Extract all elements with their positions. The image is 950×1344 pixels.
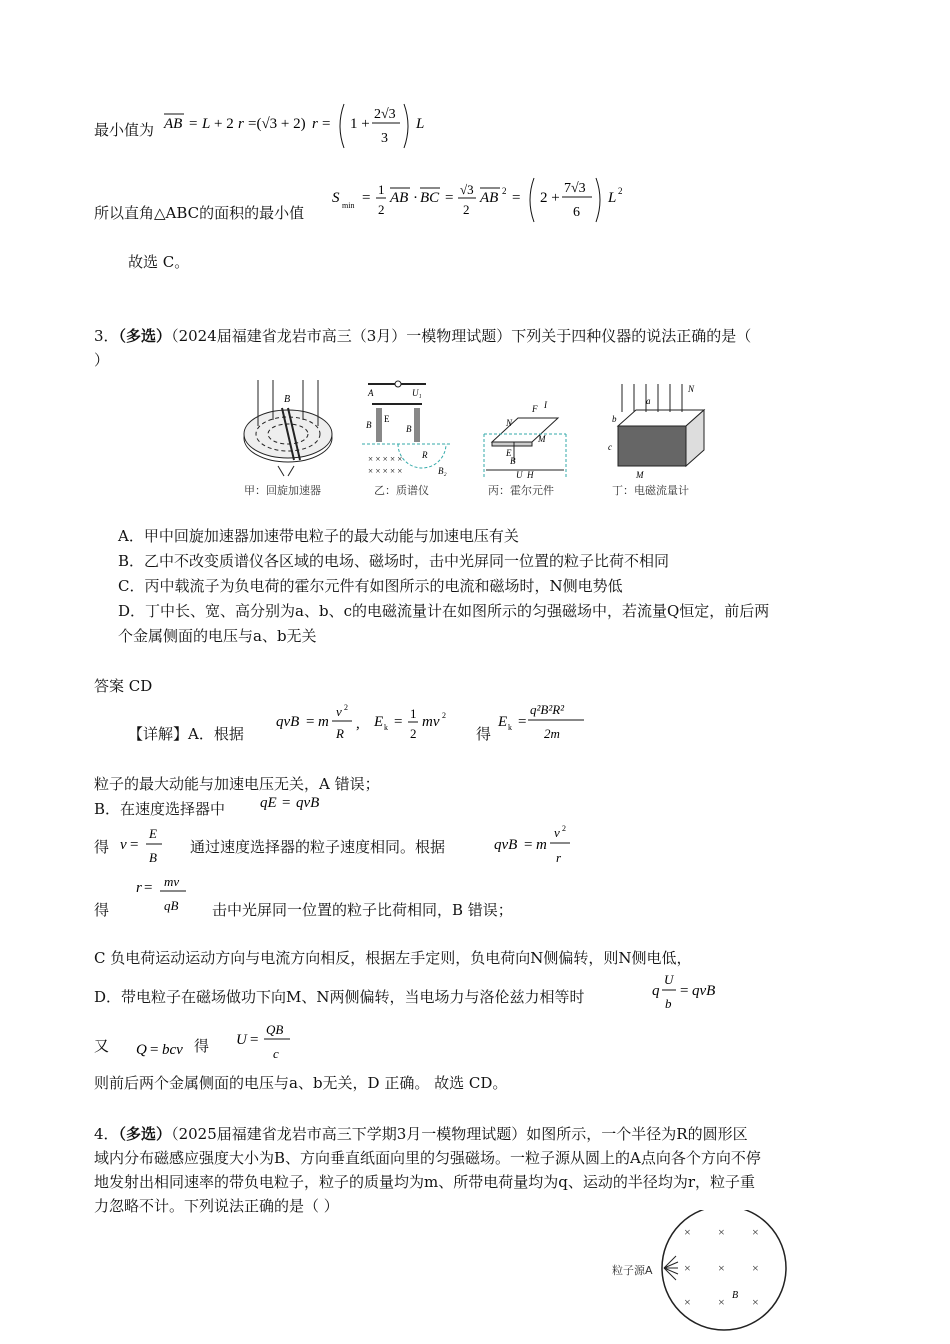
choose-c-line: 故选 C。 [128, 253, 190, 271]
svg-text:N: N [506, 418, 513, 428]
q4-number: 4． [94, 1125, 119, 1143]
flowmeter-figure [606, 382, 712, 482]
detail-a-formulas [272, 698, 592, 754]
q3-option-a: A．甲中回旋加速器加速带电粒子的最大动能与加速电压有关 [118, 527, 519, 545]
svg-text:7√3: 7√3 [564, 181, 586, 196]
svg-text:B: B [406, 424, 412, 434]
svg-text:=: = [394, 714, 403, 730]
svg-text:M: M [538, 434, 546, 444]
hall-element-svg [478, 382, 570, 478]
q4-stem-1: （2025届福建省龙岩市高三下学期3月一模物理试题）如图所示，一个半径为R的圆形区 [171, 1125, 748, 1143]
cyclotron-caption: 甲：回旋加速器 [244, 484, 321, 497]
svg-text:,: , [356, 716, 360, 732]
detail-line-3a: 得 [94, 838, 110, 856]
svg-text:2: 2 [562, 824, 566, 833]
svg-text:U: U [664, 972, 674, 987]
hall-element-figure [478, 382, 570, 482]
svg-text:2: 2 [378, 202, 385, 217]
q3-number: 3． [94, 327, 119, 345]
svg-text:E: E [384, 414, 390, 424]
detail-line-8: 则前后两个金属侧面的电压与a、b无关，D 正确。 故选 CD。 [94, 1074, 508, 1092]
svg-text:B: B [149, 850, 157, 865]
q3-source: （2024届福建省龙岩市高三（3月）一模物理试题）下列关于四种仪器的说法正确的是（ [171, 327, 752, 345]
svg-text:r: r [556, 850, 562, 865]
flowmeter-caption: 丁：电磁流量计 [612, 484, 689, 497]
svg-text:E: E [149, 826, 157, 841]
svg-text:qvB: qvB [296, 795, 320, 811]
svg-text:1 +: 1 + [350, 116, 370, 132]
area-min-formula [330, 172, 630, 234]
v-eq-e-over-b [120, 822, 170, 872]
detail-line-3b: 通过速度选择器的粒子速度相同。根据 [190, 838, 446, 856]
svg-text:AB: AB [390, 190, 409, 206]
svg-text:L: L [608, 190, 617, 206]
svg-text:2: 2 [410, 726, 417, 741]
svg-text:=: = [150, 1042, 159, 1058]
svg-text:=: = [130, 837, 139, 853]
svg-text:1: 1 [410, 706, 417, 721]
particle-source-label: 粒子源A [612, 1264, 653, 1277]
q-eq-bcv [136, 1038, 196, 1064]
q4-line-2: 域内分布磁感应强度大小为B、方向垂直纸面向里的匀强磁场。一粒子源从圆上的A点向各个方向不停 [94, 1149, 761, 1167]
svg-text:q²B²R²: q²B²R² [530, 702, 565, 717]
q4-line-1 [94, 1124, 748, 1144]
svg-text:b: b [612, 414, 617, 424]
svg-text:Q: Q [136, 1042, 147, 1058]
svg-text:M: M [636, 470, 644, 478]
svg-text:× × × × ×: × × × × × [368, 466, 403, 476]
svg-text:×: × [752, 1261, 759, 1275]
svg-text:=: = [306, 714, 315, 730]
svg-text:=: = [680, 983, 689, 999]
svg-text:min: min [342, 201, 355, 210]
svg-text:L: L [416, 116, 425, 132]
detail-line-4a: 得 [94, 901, 110, 919]
svg-text:B: B [510, 456, 516, 466]
svg-text:m: m [318, 714, 329, 730]
q3-tag: （多选） [118, 327, 172, 345]
svg-text:c: c [273, 1046, 279, 1061]
svg-text:U₁: U₁ [412, 388, 422, 398]
svg-text:S: S [332, 190, 340, 206]
area-min-label: 所以直角△ABC的面积的最小值 [94, 204, 305, 222]
svg-text:× × × × ×: × × × × × [368, 454, 403, 464]
detail-line-4b: 击中光屏同一位置的粒子比荷相同，B 错误； [212, 901, 513, 919]
svg-text:×: × [752, 1225, 759, 1239]
svg-text:2: 2 [618, 186, 623, 196]
svg-text:a: a [646, 396, 651, 406]
detail-line-7a: 又 [94, 1037, 110, 1055]
svg-text:I: I [544, 400, 547, 410]
detail-line-7b: 得 [194, 1037, 210, 1055]
detail-a-formulas-svg [272, 698, 592, 750]
svg-text:N: N [688, 384, 695, 394]
svg-text:×: × [718, 1261, 725, 1275]
svg-text:×: × [718, 1295, 725, 1309]
svg-text:qE: qE [260, 795, 277, 811]
svg-text:=: = [518, 714, 527, 730]
detail-a-label: 【详解】A．根据 [128, 725, 244, 743]
u-eq-qb-c [236, 1018, 296, 1068]
area-min-line [94, 203, 304, 223]
flowmeter-svg [606, 382, 712, 478]
svg-text:2: 2 [502, 186, 507, 196]
q3-stem-close: ） [94, 351, 110, 369]
svg-text:1: 1 [378, 182, 385, 197]
svg-text:=: = [362, 190, 371, 206]
svg-text:U_H: U_H [516, 470, 534, 478]
svg-text:=: = [512, 190, 521, 206]
q3-option-d-cont: 个金属侧面的电压与a、b无关 [118, 627, 317, 645]
svg-text:k: k [508, 723, 512, 732]
svg-text:qvB: qvB [494, 837, 518, 853]
q4-line-4: 力忽略不计。下列说法正确的是（ ） [94, 1197, 339, 1215]
q3-stem [94, 326, 751, 346]
svg-text:qvB: qvB [692, 983, 716, 999]
svg-text:=: = [322, 116, 331, 132]
hall-element-caption: 丙：霍尔元件 [488, 484, 554, 497]
svg-text:√3: √3 [460, 182, 474, 197]
svg-text:U: U [236, 1032, 247, 1048]
svg-text:=: = [524, 837, 533, 853]
q3-option-c: C．丙中载流子为负电荷的霍尔元件有如图所示的电流和磁场时，N侧电势低 [118, 577, 623, 595]
svg-text:2: 2 [344, 703, 348, 712]
svg-text:=: = [445, 190, 454, 206]
svg-text:×: × [684, 1261, 691, 1275]
svg-text:r: r [136, 880, 142, 896]
svg-text:c: c [608, 442, 612, 452]
svg-text:=(√3 + 2): =(√3 + 2) [248, 116, 306, 132]
svg-text:mv: mv [164, 874, 180, 889]
svg-text:r: r [238, 116, 244, 132]
mass-spectrometer-svg [362, 378, 452, 478]
svg-text:qB: qB [164, 898, 179, 913]
svg-text:=: = [250, 1032, 259, 1048]
velocity-selector-formula [258, 790, 338, 818]
svg-text:mv: mv [422, 714, 440, 730]
svg-text:×: × [752, 1295, 759, 1309]
svg-text:·: · [413, 190, 418, 206]
area-min-formula-svg [330, 172, 630, 230]
velocity-selector-svg [258, 790, 338, 814]
svg-text:2: 2 [442, 711, 446, 720]
ab-min-formula [162, 98, 432, 160]
q3-option-b: B．乙中不改变质谱仪各区域的电场、磁场时，击中光屏同一位置的粒子比荷不相同 [118, 552, 670, 570]
detail-line-1: 粒子的最大动能与加速电压无关，A 错误； [94, 775, 380, 793]
svg-text:R: R [336, 726, 344, 741]
svg-text:AB: AB [164, 116, 183, 132]
cyclotron-svg [238, 380, 338, 480]
svg-text:v: v [336, 704, 342, 719]
mass-spectrometer-figure [362, 378, 452, 482]
svg-text:B: B [284, 394, 291, 405]
svg-text:QB: QB [266, 1022, 284, 1037]
q4-tag: （多选） [118, 1125, 172, 1143]
svg-text:R: R [422, 450, 428, 460]
q3-option-d: D．丁中长、宽、高分别为a、b、c的电磁流量计在如图所示的匀强磁场中，若流量Q恒定，前后两 [118, 602, 770, 620]
svg-text:q: q [652, 983, 660, 999]
svg-text:=: = [144, 880, 153, 896]
qvb-mv2-r-svg [494, 820, 574, 868]
qvb-mv2-r-formula [494, 820, 574, 872]
svg-text:BC: BC [420, 190, 440, 206]
svg-text:L: L [202, 116, 211, 132]
svg-text:×: × [718, 1225, 725, 1239]
r-eq-mv-qb [136, 872, 192, 922]
svg-text:b: b [665, 996, 672, 1011]
svg-text:6: 6 [573, 205, 580, 220]
svg-text:×: × [684, 1225, 691, 1239]
q4-line-3: 地发射出相同速率的带负电粒子，粒子的质量均为m、所带电荷量均为q、运动的半径均为r，粒子重 [94, 1173, 756, 1191]
svg-text:A: A [368, 388, 374, 398]
svg-text:3: 3 [381, 131, 388, 146]
svg-text:AB: AB [480, 190, 499, 206]
q-eq-bcv-svg [136, 1038, 196, 1060]
cyclotron-figure [238, 380, 338, 484]
detail-a-get: 得 [476, 725, 492, 743]
svg-text:2√3: 2√3 [374, 107, 396, 122]
svg-text:bcv: bcv [162, 1042, 183, 1058]
svg-text:v: v [120, 837, 127, 853]
svg-text:2m: 2m [544, 726, 560, 741]
svg-text:B: B [732, 1290, 739, 1301]
svg-text:E: E [498, 714, 508, 730]
detail-line-6: D．带电粒子在磁场做功下向M、N两侧偏转，当电场力与洛伦兹力相等时 [94, 988, 585, 1006]
svg-text:v: v [554, 825, 560, 840]
svg-text:qvB: qvB [276, 714, 300, 730]
svg-text:2: 2 [463, 202, 470, 217]
qu-b-qvb-formula [652, 968, 732, 1018]
detail-line-2: B．在速度选择器中 [94, 800, 226, 818]
svg-text:×: × [684, 1295, 691, 1309]
svg-text:=: = [189, 116, 198, 132]
q3-answer: 答案 CD [94, 677, 153, 695]
svg-text:E: E [374, 714, 384, 730]
v-eq-e-over-b-svg [120, 822, 170, 868]
min-value-label: 最小值为 [94, 121, 155, 139]
detail-line-5: C 负电荷运动运动方向与电流方向相反，根据左手定则，负电荷向N侧偏转，则N侧电低， [94, 949, 692, 967]
svg-text:m: m [536, 837, 547, 853]
ab-min-formula-svg [162, 98, 432, 156]
r-eq-mv-qb-svg [136, 872, 192, 918]
svg-text:2 +: 2 + [540, 190, 560, 206]
svg-text:B: B [366, 420, 372, 430]
svg-text:r: r [312, 116, 318, 132]
svg-text:F: F [532, 404, 538, 414]
svg-text:+ 2: + 2 [214, 116, 234, 132]
svg-text:=: = [282, 795, 291, 811]
svg-text:B₂: B₂ [438, 466, 447, 476]
svg-text:E: E [506, 448, 512, 458]
min-value-line [94, 120, 154, 140]
qu-b-qvb-svg [652, 968, 732, 1014]
u-eq-qb-c-svg [236, 1018, 296, 1064]
mass-spectrometer-caption: 乙：质谱仪 [374, 484, 429, 497]
svg-text:k: k [384, 723, 388, 732]
